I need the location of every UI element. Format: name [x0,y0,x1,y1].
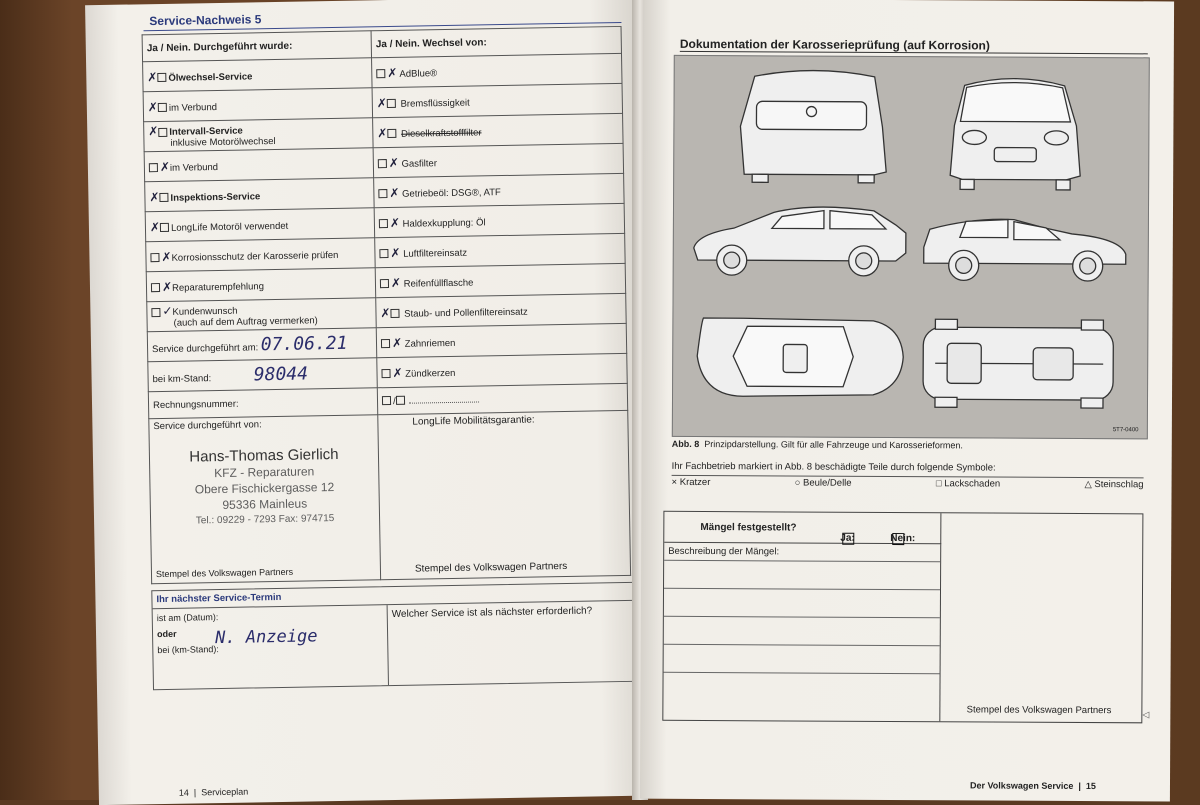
checkbox-icon [150,254,159,263]
page-number: 14 [178,787,189,798]
defects-stamp-caption: Stempel des Volkswagen Partners [966,704,1112,717]
defects-question: Mängel festgestellt? [700,521,797,534]
checkmark-icon: ✗ [392,365,403,380]
row-label: AdBlue® [399,67,438,80]
stamp-line4: Tel.: 09229 - 7293 Fax: 974715 [195,513,335,527]
checkmark-icon: ✗ [148,124,159,139]
checkmark-icon: ✗ [390,275,402,290]
no-text: Nein: [890,532,916,545]
description-line[interactable] [663,672,939,701]
description-line[interactable] [664,588,940,617]
checkmark-icon: ✗ [391,335,403,350]
next-km-label: bei (km-Stand): [157,644,219,656]
figure-caption-text: Prinzipdarstellung. Gilt für alle Fahrzeuge und Karosserieformen. [704,439,963,451]
legend-stone-chip: △ Steinschlag [1084,479,1144,491]
checkbox-icon [381,340,390,349]
row-label: Dieselkraftstofffilter [400,126,482,140]
checkmark-icon: ✗ [389,215,401,230]
stamp-line1: KFZ - Reparaturen [214,464,315,481]
row-label: Getriebeöl: DSG®, ATF [402,186,501,200]
row-label: im Verbund [169,161,219,174]
description-line[interactable] [664,616,940,645]
checkbox-icon [151,308,160,317]
checkbox-icon [390,309,399,318]
right-page [640,0,1174,801]
checkmark-icon: ✗ [377,125,388,140]
service-date-value: 07.06.21 [260,332,348,356]
row-label: Kundenwunsch [172,305,238,318]
checkbox-icon [387,129,396,138]
figure-label: Abb. 8 [671,438,700,449]
row-label: Staub- und Pollenfiltereinsatz [404,306,528,320]
figure-code: 5T7-0400 [1112,427,1139,434]
checkbox-icon [378,160,387,169]
car-side-view-right [924,219,1126,281]
longlife-label: LongLife Mobilitätsgarantie: [412,414,535,428]
yes-text: Ja: [840,532,855,544]
row-sublabel: (auch auf dem Auftrag vermerken) [173,315,318,329]
row-label: Zündkerzen [405,367,456,380]
checkbox-icon [160,223,169,232]
workshop-stamp [154,446,375,530]
page-number: 15 [1085,781,1096,792]
page-footer: Serviceplan [201,786,249,798]
checkbox-icon [382,397,391,406]
car-outline-drawings [673,56,1149,438]
stamp-name: Hans-Thomas Gierlich [189,445,339,466]
footer-title: Der Volkswagen Service [969,780,1074,791]
next-or-label: oder [156,628,177,640]
checkmark-icon: ✗ [147,69,158,84]
triangle-icon: ◁ [1142,709,1150,720]
checkbox-icon [157,73,166,82]
row-label: Reifenfüllflasche [403,277,474,290]
checkmark-icon: ✗ [159,159,171,174]
row-label: Luftfiltereinsatz [403,247,468,260]
row-label: Gasfilter [401,157,438,170]
checkbox-icon [158,103,167,112]
row-label: Ölwechsel-Service [168,70,253,84]
left-page-title: Service-Nachweis 5 [149,12,262,29]
description-line[interactable] [664,644,940,673]
checkbox-icon [151,284,160,293]
col2-header: Ja / Nein. Wechsel von: [371,26,621,57]
checkbox-icon [379,250,388,259]
defects-description-area [663,543,941,721]
table-row [149,410,631,583]
stamp-caption: Stempel des Volkswagen Partners [155,566,294,580]
legend-paint-damage: □ Lackschaden [935,478,1001,490]
checkbox-icon [379,220,388,229]
car-rear-view [740,70,887,183]
checkmark-icon: ✗ [380,305,391,320]
checkbox-icon [396,396,405,405]
checkmark-icon: ✗ [388,155,400,170]
service-date-label: Service durchgeführt am: [151,342,259,356]
checkmark-icon: ✗ [147,99,159,114]
checkmark-icon: ✗ [161,279,173,294]
row-label: im Verbund [168,101,218,114]
checkmark-icon: ✗ [389,185,400,200]
checkbox-icon [149,164,158,173]
blank-line [409,401,479,403]
row-label: Haldexkupplung: Öl [402,216,486,230]
next-service-title: Ihr nächster Service-Termin [152,583,632,609]
stamp-caption: Stempel des Volkswagen Partners [414,560,568,575]
checkmark-icon: ✗ [390,245,401,260]
km-label: bei km-Stand: [152,373,212,386]
row-label: Korrosionsschutz der Karosserie prüfen [171,249,339,264]
checkmark-icon: ✓ [162,303,173,318]
row-label: Reparaturempfehlung [171,280,265,294]
next-date-label: ist am (Datum): [156,612,219,624]
checkmark-icon: ✗ [149,189,160,204]
checkmark-icon: ✗ [161,249,172,264]
checkbox-icon [378,190,387,199]
left-page [85,0,647,805]
km-value: 98044 [253,363,309,386]
checkbox-icon [159,193,168,202]
checkmark-icon: ✗ [387,65,398,80]
next-service-handwriting: N. Anzeige [214,626,318,649]
figure-caption [672,439,963,451]
stamp-line3: 95336 Mainleus [222,496,308,512]
next-service-box [151,582,635,690]
legend-dent: ○ Beule/Delle [794,477,852,489]
page-number-left: 14 | Serviceplan [178,786,249,798]
legend-scratch: × Kratzer [671,476,711,489]
defects-form [662,511,1143,724]
checkbox-icon [380,280,389,289]
row-label: Bremsflüssigkeit [400,97,470,110]
page-footer-right: Der Volkswagen Service | 15 [969,780,1096,792]
invoice-label: Rechnungsnummer: [152,398,239,411]
row-sublabel: inklusive Motorölwechsel [170,135,276,149]
defects-header [664,512,941,544]
checkbox-icon [158,128,167,137]
checkmark-icon: ✗ [149,219,161,234]
row-label: LongLife Motoröl verwendet [170,220,289,234]
col1-header: Ja / Nein. Durchgeführt wurde: [142,31,371,62]
checkbox-icon [381,370,390,379]
car-body-diagram [672,55,1150,439]
car-underbody-view [923,319,1113,408]
legend-intro: Ihr Fachbetrieb markiert in Abb. 8 beschädigte Teile durch folgende Symbole: [671,460,996,474]
checkmark-icon: ✗ [376,95,387,110]
service-record-table [142,26,632,584]
car-side-view-left [694,206,906,276]
damage-symbol-legend [672,477,1144,490]
row-label: Zahnriemen [404,337,456,350]
stamp-line2: Obere Fischickergasse 12 [194,480,335,497]
checkbox-icon [376,70,385,79]
row-label: Intervall-Service [169,125,243,138]
car-top-view [697,318,903,397]
row-label: Inspektions-Service [170,190,261,204]
car-front-view [950,78,1081,190]
checkbox-icon [387,99,396,108]
description-label: Beschreibung der Mängel: [668,545,780,558]
title-underline [680,51,1148,54]
next-service-question: Welcher Service ist als nächster erforderlich? [391,605,593,621]
right-page-title: Dokumentation der Karosserieprüfung (auf Korrosion) [679,36,990,53]
performed-by-label: Service durchgeführt von: [153,419,262,433]
description-line[interactable] [664,560,940,589]
table-row: Rechnungsnummer: / [148,383,627,418]
